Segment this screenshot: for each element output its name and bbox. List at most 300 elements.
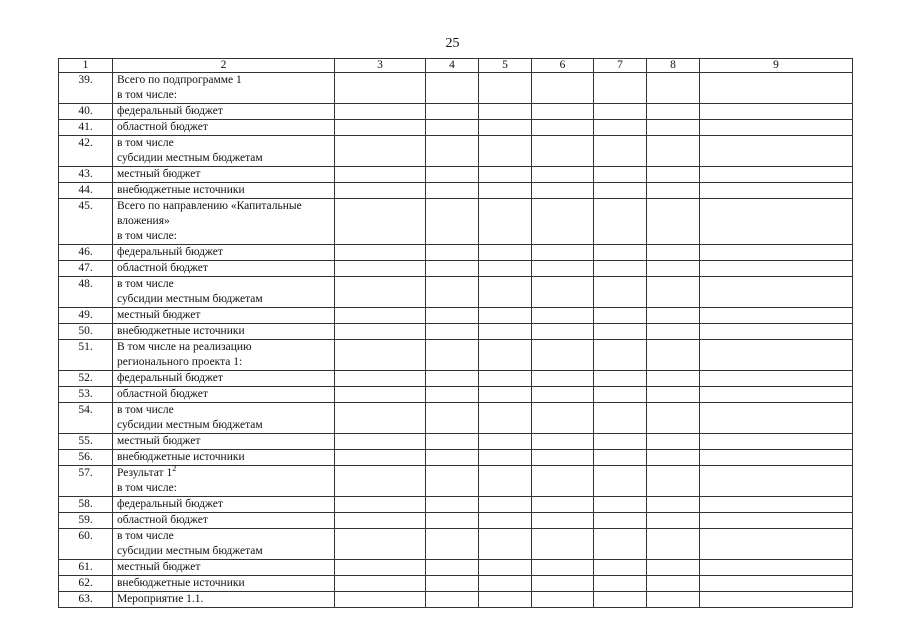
empty-cell [335,513,426,529]
row-description [113,324,335,340]
empty-cell [594,199,647,245]
description-line [117,308,330,323]
row-number: 57. [59,466,113,497]
description-text: областной бюджет [117,262,208,274]
empty-cell [335,497,426,513]
description-line [117,529,330,544]
empty-cell [700,529,853,560]
empty-cell [426,73,479,104]
table-row [59,371,853,387]
empty-cell [479,529,532,560]
row-number: 49. [59,308,113,324]
row-description [113,513,335,529]
empty-cell [479,387,532,403]
description-text: местный бюджет [117,309,201,321]
description-text: В том числе на реализацию [117,341,252,353]
description-text: местный бюджет [117,168,201,180]
empty-cell [700,261,853,277]
description-text: Всего по подпрограмме 1 [117,74,242,86]
row-description [113,136,335,167]
empty-cell [594,308,647,324]
empty-cell [700,466,853,497]
empty-cell [479,403,532,434]
empty-cell [594,434,647,450]
table-row [59,324,853,340]
empty-cell [594,403,647,434]
empty-cell [479,592,532,608]
empty-cell [479,371,532,387]
description-line [117,497,330,512]
empty-cell [647,245,700,261]
empty-cell [479,308,532,324]
description-text: областной бюджет [117,388,208,400]
empty-cell [532,73,594,104]
empty-cell [532,183,594,199]
description-line [117,229,330,244]
row-number: 55. [59,434,113,450]
empty-cell [335,261,426,277]
empty-cell [335,434,426,450]
empty-cell [532,136,594,167]
empty-cell [426,261,479,277]
empty-cell [594,104,647,120]
description-line [117,261,330,276]
empty-cell [532,592,594,608]
empty-cell [426,466,479,497]
description-text: субсидии местным бюджетам [117,419,263,431]
empty-cell [479,340,532,371]
empty-cell [594,450,647,466]
row-description [113,120,335,136]
empty-cell [647,403,700,434]
empty-cell [594,136,647,167]
empty-cell [594,277,647,308]
description-text: в том числе [117,278,174,290]
empty-cell [426,497,479,513]
empty-cell [426,434,479,450]
empty-cell [594,529,647,560]
description-line [117,167,330,182]
empty-cell [594,592,647,608]
description-text: вложения» [117,215,170,227]
empty-cell [532,277,594,308]
empty-cell [647,120,700,136]
empty-cell [532,261,594,277]
page-number: 25 [445,36,460,51]
description-text: Результат 1 [117,467,173,479]
table-row [59,183,853,199]
empty-cell [426,403,479,434]
empty-cell [335,199,426,245]
description-line [117,292,330,307]
empty-cell [700,245,853,261]
empty-cell [700,136,853,167]
footnote-marker: 2 [172,464,177,474]
empty-cell [335,308,426,324]
empty-cell [594,560,647,576]
row-description [113,403,335,434]
table-row [59,387,853,403]
description-text: в том числе: [117,89,177,101]
row-number: 61. [59,560,113,576]
empty-cell [594,466,647,497]
empty-cell [700,183,853,199]
table-row [59,560,853,576]
empty-cell [647,167,700,183]
empty-cell [647,183,700,199]
row-description [113,434,335,450]
description-text: федеральный бюджет [117,498,223,510]
empty-cell [532,104,594,120]
empty-cell [426,245,479,261]
empty-cell [700,277,853,308]
row-number: 54. [59,403,113,434]
row-number: 48. [59,277,113,308]
table-row [59,136,853,167]
table-row [59,245,853,261]
empty-cell [426,450,479,466]
empty-cell [426,513,479,529]
row-description [113,73,335,104]
empty-cell [700,560,853,576]
empty-cell [479,261,532,277]
empty-cell [335,340,426,371]
empty-cell [479,183,532,199]
empty-cell [479,199,532,245]
description-text: внебюджетные источники [117,184,245,196]
description-text: в том числе [117,137,174,149]
description-line [117,592,330,607]
empty-cell [700,592,853,608]
empty-cell [426,308,479,324]
description-text: в том числе: [117,230,177,242]
description-line [117,513,330,528]
empty-cell [335,120,426,136]
empty-cell [335,450,426,466]
description-line [117,387,330,402]
row-number: 63. [59,592,113,608]
row-description [113,497,335,513]
empty-cell [335,245,426,261]
description-line [117,355,330,370]
empty-cell [335,104,426,120]
row-description [113,261,335,277]
table-row [59,167,853,183]
empty-cell [594,497,647,513]
row-description [113,576,335,592]
row-number: 51. [59,340,113,371]
table-row [59,73,853,104]
table-row [59,513,853,529]
empty-cell [479,466,532,497]
row-description [113,529,335,560]
description-text: субсидии местным бюджетам [117,545,263,557]
table-row [59,308,853,324]
empty-cell [426,324,479,340]
empty-cell [335,136,426,167]
empty-cell [647,497,700,513]
empty-cell [426,340,479,371]
row-number: 46. [59,245,113,261]
empty-cell [335,576,426,592]
description-line [117,277,330,292]
table-row [59,450,853,466]
row-description [113,167,335,183]
row-number: 58. [59,497,113,513]
row-description [113,199,335,245]
empty-cell [594,120,647,136]
description-text: Всего по направлению «Капитальные [117,200,302,212]
description-line [117,151,330,166]
description-line [117,214,330,229]
empty-cell [700,403,853,434]
column-header: 8 [647,59,700,73]
empty-cell [532,308,594,324]
empty-cell [335,73,426,104]
empty-cell [647,434,700,450]
empty-cell [426,529,479,560]
empty-cell [532,529,594,560]
table-row [59,529,853,560]
empty-cell [532,466,594,497]
column-header: 5 [479,59,532,73]
empty-cell [335,387,426,403]
description-line [117,88,330,103]
empty-cell [647,340,700,371]
empty-cell [426,560,479,576]
empty-cell [594,387,647,403]
empty-cell [700,450,853,466]
empty-cell [700,104,853,120]
table-row [59,576,853,592]
table-row [59,466,853,497]
empty-cell [532,167,594,183]
table-row [59,403,853,434]
table-row [59,592,853,608]
empty-cell [426,167,479,183]
empty-cell [335,466,426,497]
empty-cell [700,434,853,450]
description-text: субсидии местным бюджетам [117,152,263,164]
empty-cell [700,324,853,340]
table-body [59,73,853,608]
description-line [117,183,330,198]
empty-cell [532,513,594,529]
empty-cell [479,560,532,576]
table-row [59,340,853,371]
description-line [117,403,330,418]
description-text: Мероприятие 1.1. [117,593,204,605]
empty-cell [479,497,532,513]
empty-cell [700,73,853,104]
description-line [117,73,330,88]
row-number: 50. [59,324,113,340]
empty-cell [532,340,594,371]
empty-cell [479,450,532,466]
empty-cell [426,199,479,245]
description-text: областной бюджет [117,121,208,133]
empty-cell [647,529,700,560]
empty-cell [647,466,700,497]
description-text: местный бюджет [117,561,201,573]
empty-cell [335,277,426,308]
empty-cell [700,199,853,245]
empty-cell [647,136,700,167]
empty-cell [426,592,479,608]
description-text: регионального проекта 1: [117,356,243,368]
row-description [113,245,335,261]
row-number: 41. [59,120,113,136]
table-row [59,497,853,513]
empty-cell [426,104,479,120]
description-text: внебюджетные источники [117,325,245,337]
empty-cell [700,387,853,403]
empty-cell [426,183,479,199]
empty-cell [335,403,426,434]
empty-cell [594,576,647,592]
row-description [113,183,335,199]
row-number: 42. [59,136,113,167]
empty-cell [479,120,532,136]
empty-cell [700,120,853,136]
empty-cell [532,120,594,136]
empty-cell [647,387,700,403]
empty-cell [594,183,647,199]
empty-cell [647,560,700,576]
description-line [117,481,330,496]
description-line [117,576,330,591]
empty-cell [594,513,647,529]
empty-cell [479,73,532,104]
empty-cell [335,560,426,576]
empty-cell [700,371,853,387]
description-text: в том числе [117,404,174,416]
empty-cell [700,576,853,592]
table-row [59,434,853,450]
empty-cell [532,450,594,466]
row-number: 43. [59,167,113,183]
empty-cell [479,167,532,183]
empty-cell [647,371,700,387]
description-line [117,371,330,386]
empty-cell [479,513,532,529]
empty-cell [426,576,479,592]
empty-cell [647,308,700,324]
empty-cell [426,371,479,387]
empty-cell [479,576,532,592]
empty-cell [594,245,647,261]
description-text: федеральный бюджет [117,372,223,384]
description-line [117,136,330,151]
row-number: 59. [59,513,113,529]
empty-cell [532,199,594,245]
description-text: местный бюджет [117,435,201,447]
row-description [113,592,335,608]
empty-cell [647,576,700,592]
empty-cell [594,371,647,387]
row-number: 52. [59,371,113,387]
table-row [59,120,853,136]
row-description [113,466,335,497]
empty-cell [594,261,647,277]
empty-cell [532,497,594,513]
empty-cell [426,136,479,167]
column-header: 3 [335,59,426,73]
empty-cell [532,324,594,340]
empty-cell [594,340,647,371]
row-number: 44. [59,183,113,199]
description-line [117,199,330,214]
description-line [117,340,330,355]
empty-cell [647,450,700,466]
description-text: внебюджетные источники [117,577,245,589]
row-description [113,340,335,371]
empty-cell [700,497,853,513]
empty-cell [700,308,853,324]
description-line [117,560,330,575]
row-description [113,371,335,387]
table-row [59,261,853,277]
column-header: 9 [700,59,853,73]
row-number: 47. [59,261,113,277]
empty-cell [532,403,594,434]
empty-cell [647,199,700,245]
empty-cell [335,183,426,199]
empty-cell [479,136,532,167]
row-number: 45. [59,199,113,245]
column-header: 1 [59,59,113,73]
empty-cell [335,167,426,183]
column-header: 7 [594,59,647,73]
empty-cell [426,120,479,136]
description-text: областной бюджет [117,514,208,526]
description-line [117,418,330,433]
empty-cell [532,245,594,261]
empty-cell [479,434,532,450]
description-text: внебюджетные источники [117,451,245,463]
empty-cell [647,592,700,608]
description-line [117,104,330,119]
table-row [59,277,853,308]
column-header: 6 [532,59,594,73]
row-description [113,104,335,120]
row-description [113,450,335,466]
empty-cell [426,277,479,308]
empty-cell [532,387,594,403]
empty-cell [594,73,647,104]
description-line [117,434,330,449]
empty-cell [700,167,853,183]
empty-cell [532,371,594,387]
empty-cell [335,371,426,387]
empty-cell [532,576,594,592]
description-line [117,466,330,481]
empty-cell [532,434,594,450]
description-line [117,544,330,559]
empty-cell [335,529,426,560]
row-number: 56. [59,450,113,466]
empty-cell [335,592,426,608]
description-line [117,324,330,339]
empty-cell [479,104,532,120]
empty-cell [479,277,532,308]
empty-cell [426,387,479,403]
description-text: в том числе: [117,482,177,494]
empty-cell [647,324,700,340]
empty-cell [594,167,647,183]
description-line [117,450,330,465]
empty-cell [647,277,700,308]
